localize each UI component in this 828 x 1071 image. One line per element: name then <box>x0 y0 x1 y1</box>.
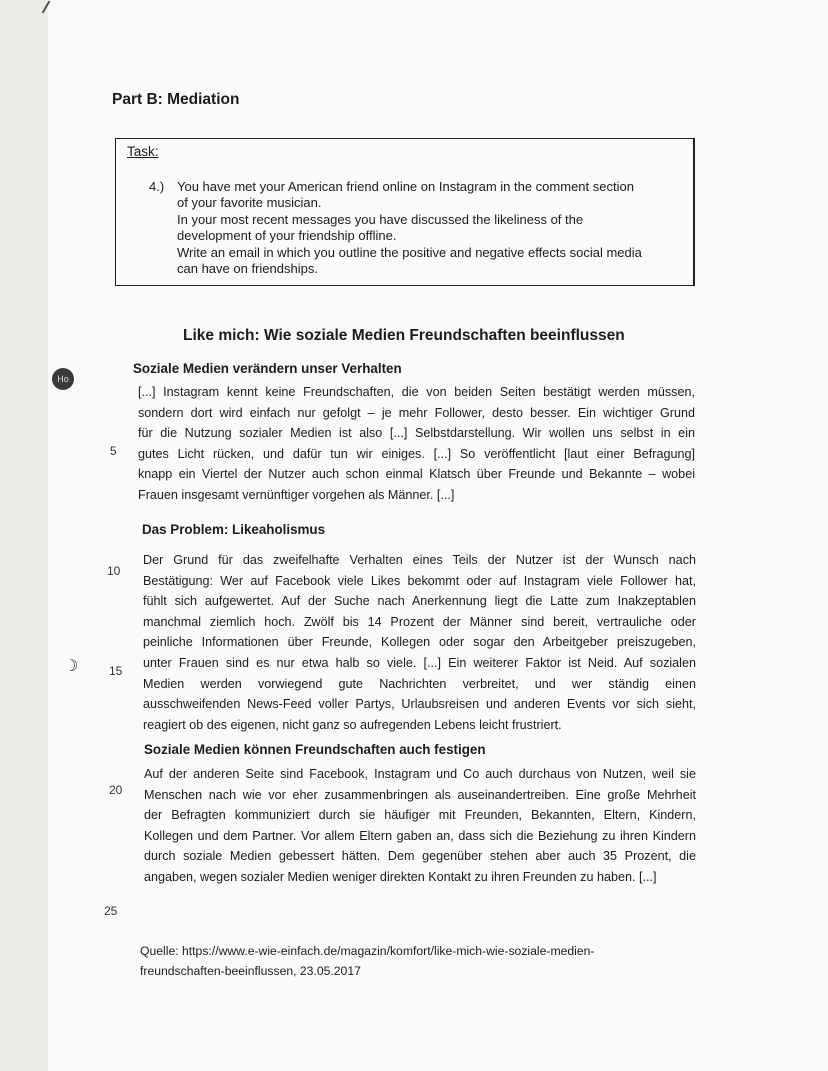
source-citation <box>140 941 595 981</box>
text-line: Frauen insgesamt vernünftiger vorgehen als Männer. [...] <box>138 487 455 502</box>
section-paragraph <box>144 764 696 888</box>
task-line: can have on friendships. <box>177 261 318 277</box>
section-heading: Soziale Medien verändern unser Verhalten <box>133 361 402 376</box>
line-number: 20 <box>109 783 123 797</box>
text-line: [...] Instagram kennt keine Freundschaften, die von beiden Seiten bestätigt werden müssen, <box>138 385 695 399</box>
task-line: Write an email in which you outline the positive and negative effects social media <box>177 244 642 260</box>
task-text <box>177 179 687 277</box>
task-box <box>115 138 695 286</box>
text-line: manchmal ziemlich hoch. Zwölf bis 14 Prozent der Männer sind bereit, vertrauliche oder <box>143 614 696 629</box>
section-paragraph <box>143 550 696 735</box>
task-line: development of your friendship offline. <box>177 228 397 244</box>
source-line: freundschaften-beeinflussen, 23.05.2017 <box>140 964 361 978</box>
line-number: 15 <box>109 664 123 678</box>
text-line: Menschen nach wie vor eher zusammenbringen als auseinandertreiben. Eine große Mehrheit <box>144 787 696 802</box>
line-number: 25 <box>104 904 118 918</box>
section-paragraph <box>138 382 695 506</box>
task-line: In your most recent messages you have discussed the likeliness of the <box>177 211 584 227</box>
task-line: of your favorite musician. <box>177 195 322 211</box>
text-line: Bestätigung: Wer auf Facebook viele Likes bekommt oder auf Instagram viele Follower hat, <box>143 573 696 588</box>
text-line: unter Frauen sind es nur etwa halb so viele. [...] Ein weiterer Faktor ist Neid. Auf sozialen <box>143 655 696 670</box>
text-line: Medien werden vorwiegend gute Nachrichten verbreitet, und wer ständig einen <box>143 676 696 691</box>
article-title: Like mich: Wie soziale Medien Freundschaften beeinflussen <box>183 327 625 344</box>
text-line: Auf der anderen Seite sind Facebook, Instagram und Co auch durchaus von Nutzen, weil sie <box>144 767 696 781</box>
text-line: Kollegen und dem Partner. Vor allem Eltern gaben an, dass sich die Beziehung zu ihren Kindern <box>144 828 696 843</box>
text-line: Der Grund für das zweifelhafte Verhalten eines Teils der Nutzer ist der Wunsch nach <box>143 553 696 567</box>
text-line: durch soziale Medien gebessert hätten. Dem gegenüber stehen aber auch 35 Prozent, die <box>144 849 696 864</box>
text-line: fühlt sich aufgewertet. Auf der Suche nach Anerkennung liegt die Latte zum Inakzeptablen <box>143 594 696 609</box>
text-line: sondern dort wird einfach nur gefolgt – je mehr Follower, desto besser. Ein wichtiger Grund <box>138 405 695 420</box>
section-heading: Soziale Medien können Freundschaften auch festigen <box>144 742 486 757</box>
task-number: 4.) <box>149 179 165 194</box>
text-line: angaben, wegen sozialer Medien weniger direkten Kontakt zu ihren Freunden zu haben. [...] <box>144 869 657 884</box>
part-title: Part B: Mediation <box>112 91 240 108</box>
text-line: peinliche Informationen über Freunde, Kollegen oder sogar den Arbeitgeber preiszugeben, <box>143 635 696 650</box>
line-number: 10 <box>107 564 121 578</box>
section-heading: Das Problem: Likeaholismus <box>142 522 326 537</box>
text-line: gutes Licht rücken, und dafür tun wir einiges. [...] So veröffentlicht [laut einer Befragung] <box>138 446 695 461</box>
text-line: reagiert ob des eigenen, nicht ganz so aufregenden Lebens leicht frustriert. <box>143 717 562 732</box>
hand-drawn-mark-icon: ☽ <box>64 658 79 675</box>
line-number: 5 <box>110 444 117 458</box>
source-line: Quelle: https://www.e-wie-einfach.de/magazin/komfort/like-mich-wie-soziale-medien- <box>140 944 595 958</box>
task-line: You have met your American friend online on Instagram in the comment section <box>177 179 634 194</box>
text-line: knapp ein Viertel der Nutzer auch schon einmal Klatsch über Freunde und Bekannte – wobei <box>138 467 695 482</box>
text-line: der Befragten kommuniziert durch sie häufiger mit Freunden, Bekannten, Eltern, Kindern, <box>144 808 696 823</box>
text-line: für die Nutzung sozialer Medien ist also [...] Selbstdarstellung. Wir wollen uns selbst in ein <box>138 426 695 441</box>
task-label: Task: <box>127 144 159 159</box>
margin-stamp: Ho <box>52 368 74 390</box>
page-shadow-edge <box>0 0 48 1071</box>
text-line: ausschweifenden News-Feed voller Partys, Urlaubsreisen und anderen Events vor sich sieht, <box>143 697 696 712</box>
